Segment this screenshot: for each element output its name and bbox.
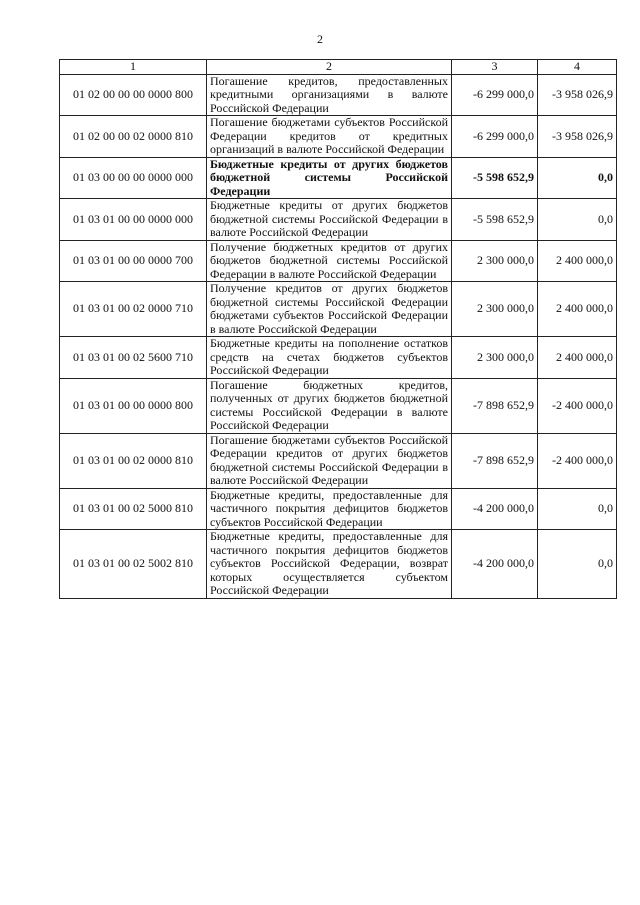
row-value-col3-cell: 2 300 000,0	[452, 282, 538, 337]
row-code-cell: 01 03 01 00 02 5000 810	[60, 488, 207, 530]
row-code-cell: 01 03 00 00 00 0000 000	[60, 157, 207, 199]
row-value-col4-cell: 2 400 000,0	[538, 240, 617, 282]
row-description-cell: Погашение бюджетами субъектов Российской Федерации кредитов от других бюджетов бюджетной системы Российской Федерации в валюте Российской Федерации	[207, 433, 452, 488]
row-value-col4-cell: -2 400 000,0	[538, 433, 617, 488]
table-row	[60, 240, 617, 282]
table-row	[60, 378, 617, 433]
row-value-col3-cell: -7 898 652,9	[452, 378, 538, 433]
row-value-col3-cell: 2 300 000,0	[452, 240, 538, 282]
table-header-row	[60, 60, 617, 75]
row-code-cell: 01 03 01 00 02 0000 710	[60, 282, 207, 337]
row-value-col4-cell: -3 958 026,9	[538, 116, 617, 158]
row-code-cell: 01 02 00 00 02 0000 810	[60, 116, 207, 158]
row-description-cell: Погашение кредитов, предоставленных кредитными организациями в валюте Российской Федерации	[207, 74, 452, 116]
table-row	[60, 530, 617, 599]
row-code-cell: 01 03 01 00 02 5002 810	[60, 530, 207, 599]
row-value-col4-cell: 0,0	[538, 157, 617, 199]
row-value-col4-cell: -2 400 000,0	[538, 378, 617, 433]
table-row	[60, 157, 617, 199]
row-code-cell: 01 03 01 00 02 0000 810	[60, 433, 207, 488]
page-number: 2	[317, 32, 323, 46]
row-value-col4-cell: 0,0	[538, 530, 617, 599]
table-row	[60, 337, 617, 379]
row-value-col3-cell: -5 598 652,9	[452, 199, 538, 241]
row-code-cell: 01 03 01 00 00 0000 800	[60, 378, 207, 433]
row-description-cell: Бюджетные кредиты, предоставленные для частичного покрытия дефицитов бюджетов субъектов Российской Федерации	[207, 488, 452, 530]
row-value-col3-cell: -4 200 000,0	[452, 530, 538, 599]
row-value-col3-cell: -7 898 652,9	[452, 433, 538, 488]
row-value-col4-cell: 0,0	[538, 488, 617, 530]
row-description-cell: Бюджетные кредиты на пополнение остатков средств на счетах бюджетов субъектов Российской Федерации	[207, 337, 452, 379]
row-code-cell: 01 03 01 00 00 0000 700	[60, 240, 207, 282]
row-code-cell: 01 03 01 00 02 5600 710	[60, 337, 207, 379]
row-description-cell: Бюджетные кредиты, предоставленные для частичного покрытия дефицитов бюджетов субъектов Российской Федерации, возврат которых осуществляется субъектом Российской Федерации	[207, 530, 452, 599]
table-row	[60, 116, 617, 158]
column-header-1: 1	[60, 60, 207, 75]
row-description-cell: Бюджетные кредиты от других бюджетов бюджетной системы Российской Федерации в валюте Российской Федерации	[207, 199, 452, 241]
table-row	[60, 74, 617, 116]
table-row	[60, 433, 617, 488]
row-value-col3-cell: 2 300 000,0	[452, 337, 538, 379]
column-header-4: 4	[538, 60, 617, 75]
table-row	[60, 488, 617, 530]
row-value-col4-cell: 0,0	[538, 199, 617, 241]
row-code-cell: 01 03 01 00 00 0000 000	[60, 199, 207, 241]
row-value-col3-cell: -5 598 652,9	[452, 157, 538, 199]
row-value-col4-cell: -3 958 026,9	[538, 74, 617, 116]
column-header-2: 2	[207, 60, 452, 75]
row-value-col3-cell: -4 200 000,0	[452, 488, 538, 530]
row-value-col3-cell: -6 299 000,0	[452, 116, 538, 158]
row-description-cell: Бюджетные кредиты от других бюджетов бюджетной системы Российской Федерации	[207, 157, 452, 199]
row-description-cell: Погашение бюджетных кредитов, полученных от других бюджетов бюджетной системы Российской Федерации в валюте Российской Федерации	[207, 378, 452, 433]
row-description-cell: Получение кредитов от других бюджетов бюджетной системы Российской Федерации бюджетами субъектов Российской Федерации в валюте Российской Федерации	[207, 282, 452, 337]
row-description-cell: Получение бюджетных кредитов от других бюджетов бюджетной системы Российской Федерации в валюте Российской Федерации	[207, 240, 452, 282]
table-row	[60, 199, 617, 241]
table-row	[60, 282, 617, 337]
row-value-col3-cell: -6 299 000,0	[452, 74, 538, 116]
column-header-3: 3	[452, 60, 538, 75]
budget-sources-table	[59, 59, 617, 599]
row-value-col4-cell: 2 400 000,0	[538, 337, 617, 379]
row-value-col4-cell: 2 400 000,0	[538, 282, 617, 337]
row-code-cell: 01 02 00 00 00 0000 800	[60, 74, 207, 116]
row-description-cell: Погашение бюджетами субъектов Российской Федерации кредитов от кредитных организаций в валюте Российской Федерации	[207, 116, 452, 158]
